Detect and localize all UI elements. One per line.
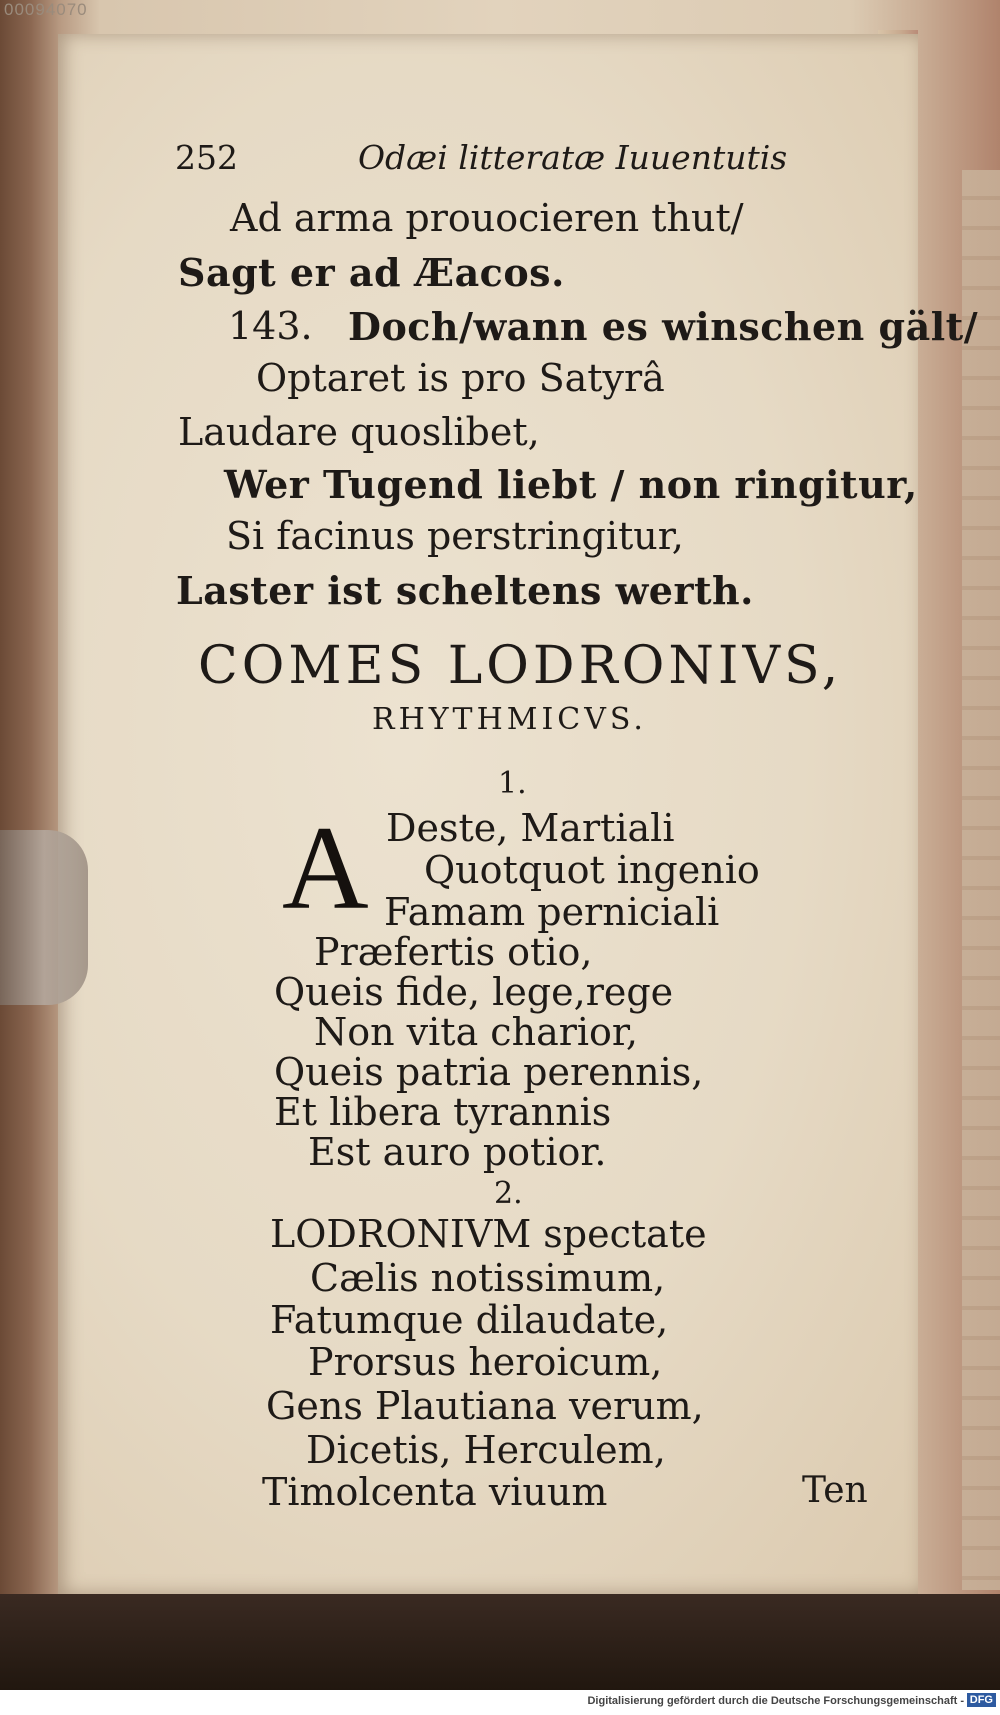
poem-line: Est auro potior. bbox=[308, 1130, 607, 1174]
running-title: Odæi litteratæ Iuuentutis bbox=[358, 138, 788, 177]
section-subtitle: RHYTHMICVS. bbox=[372, 702, 647, 737]
page-number: 252 bbox=[175, 138, 238, 177]
poem-line: Famam perniciali bbox=[384, 890, 720, 934]
poem-line: Non vita charior, bbox=[314, 1010, 638, 1054]
poem-line: Quotquot ingenio bbox=[424, 848, 760, 892]
dfg-logo: DFG bbox=[967, 1693, 996, 1707]
poem-line: Sagt er ad Æacos. bbox=[178, 250, 565, 295]
drop-initial: A bbox=[282, 801, 369, 934]
poem-line: Dicetis, Herculem, bbox=[306, 1428, 666, 1472]
poem-line: Gens Plautiana verum, bbox=[266, 1384, 704, 1428]
poem-line: Si facinus perstringitur, bbox=[226, 514, 684, 558]
poem-line: Queis patria perennis, bbox=[274, 1050, 704, 1094]
poem-line: Optaret is pro Satyrâ bbox=[256, 356, 665, 400]
poem-line: Deste, Martiali bbox=[386, 806, 675, 850]
poem-line: Queis fide, lege,rege bbox=[274, 970, 674, 1014]
book-clip bbox=[0, 830, 88, 1005]
poem-line: Præfertis otio, bbox=[314, 930, 593, 974]
poem-line: LODRONIVM spectate bbox=[270, 1212, 707, 1256]
stanza-number: 1. bbox=[498, 766, 527, 801]
poem-line: Laster ist scheltens werth. bbox=[176, 568, 754, 613]
poem-line: Ad arma prouocieren thut/ bbox=[230, 196, 744, 240]
stanza-number: 143. bbox=[228, 304, 313, 348]
scanner-edge bbox=[0, 1594, 1000, 1690]
poem-line: Et libera tyrannis bbox=[274, 1090, 612, 1134]
section-title: COMES LODRONIVS, bbox=[198, 636, 843, 696]
shelfmark: 00094070 bbox=[4, 0, 88, 19]
poem-line: Cælis notissimum, bbox=[310, 1256, 666, 1300]
facing-page-bleed bbox=[962, 170, 1000, 1590]
stanza-number: 2. bbox=[494, 1176, 523, 1211]
catchword: Ten bbox=[802, 1470, 868, 1511]
poem-line: Timolcenta viuum bbox=[262, 1470, 608, 1514]
digitization-credit: Digitalisierung gefördert durch die Deutsche Forschungsgemeinschaft - bbox=[587, 1695, 964, 1707]
poem-line: Prorsus heroicum, bbox=[308, 1340, 663, 1384]
poem-line: Wer Tugend liebt / non ringitur, bbox=[224, 462, 918, 507]
poem-line: Laudare quoslibet, bbox=[178, 410, 540, 454]
poem-line: Fatumque dilaudate, bbox=[270, 1298, 669, 1342]
poem-line: Doch/wann es winschen gält/ bbox=[348, 304, 979, 349]
